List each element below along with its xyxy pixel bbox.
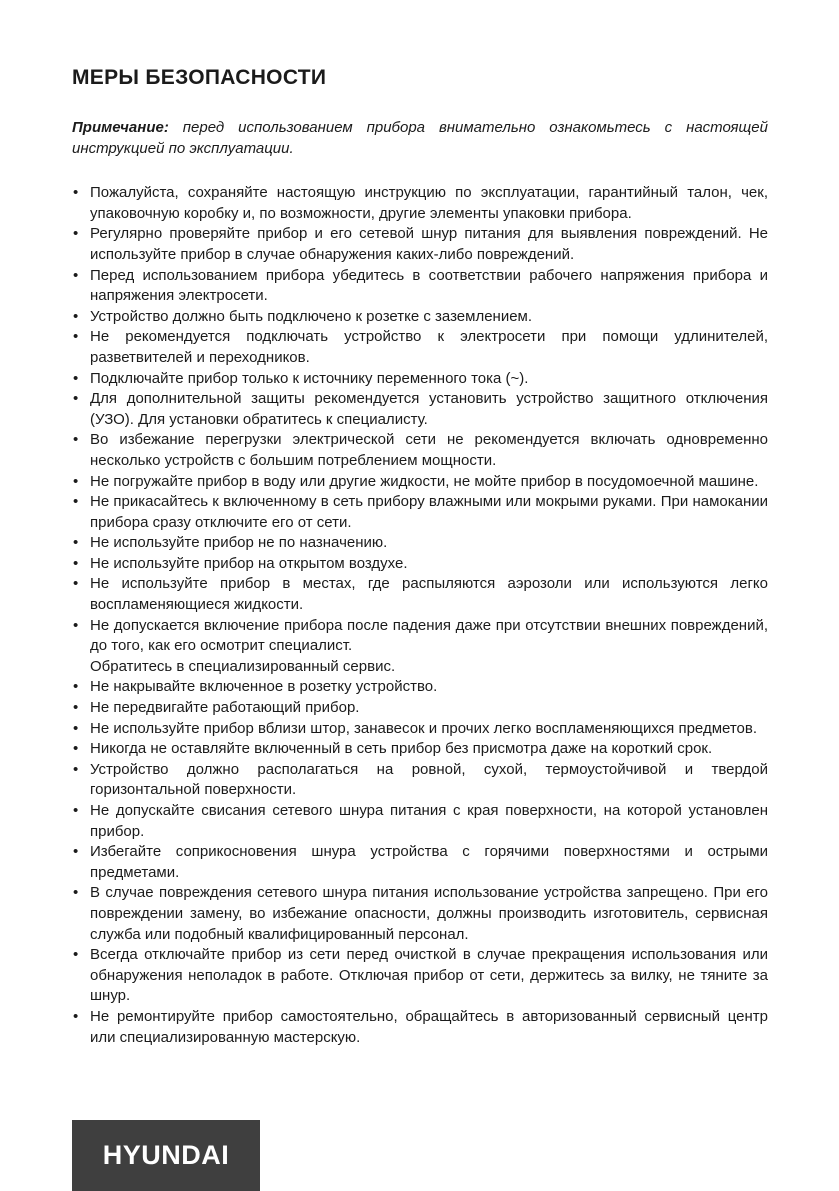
list-item (72, 801, 768, 842)
list-item (72, 266, 768, 307)
list-item (72, 883, 768, 945)
list-item-text: Перед использованием прибора убедитесь в соответствии рабочего напряжения прибора и напряжения электросети. (90, 266, 768, 305)
list-item (72, 327, 768, 368)
bullet-icon: • (73, 740, 79, 758)
brand-logo (72, 1120, 260, 1191)
bullet-icon: • (73, 616, 79, 634)
list-item (72, 1007, 768, 1048)
bullet-icon: • (73, 225, 79, 243)
list-item (72, 183, 768, 224)
list-item-text: Устройство должно быть подключено к розетке с заземлением. (90, 307, 533, 325)
list-item-text: Не погружайте прибор в воду или другие жидкости, не мойте прибор в посудомоечной машине. (90, 472, 759, 490)
list-item (72, 533, 768, 554)
list-item (72, 842, 768, 883)
list-item (72, 307, 768, 328)
bullet-icon: • (73, 328, 79, 346)
list-item (72, 739, 768, 760)
bullet-icon: • (73, 575, 79, 593)
brand-logo-text: HYUNDAI (102, 1140, 230, 1170)
list-item (72, 760, 768, 801)
list-item-text: Не прикасайтесь к включенному в сеть прибору влажными или мокрыми руками. При намокании прибора сразу отключите его от сети. (90, 493, 768, 531)
bullet-icon: • (73, 472, 79, 490)
list-item-text: Не используйте прибор не по назначению. (90, 534, 388, 552)
list-item (72, 224, 768, 265)
bullet-icon: • (73, 946, 79, 964)
document-page (72, 64, 768, 1048)
note-text: перед использованием прибора внимательно ознакомьтесь с настоящей инструкцией по эксплуатации. (72, 119, 768, 157)
bullet-icon: • (73, 678, 79, 696)
list-item-text: Не передвигайте работающий прибор. (90, 699, 360, 717)
bullet-icon: • (73, 493, 79, 511)
list-item-text: Никогда не оставляйте включенный в сеть прибор без присмотра даже на короткий срок. (90, 740, 713, 758)
list-item-text: Устройство должно располагаться на ровной, сухой, термоустойчивой и твердой горизонтальной поверхности. (90, 760, 768, 799)
list-item (72, 389, 768, 430)
list-item-text: Не рекомендуется подключать устройство к электросети при помощи удлинителей, разветвителей и переходников. (90, 328, 768, 366)
safety-list (72, 183, 768, 1048)
bullet-icon: • (73, 266, 79, 284)
list-item-text: Избегайте соприкосновения шнура устройства с горячими поверхностями и острыми предметами. (90, 843, 768, 881)
list-item-text: Не накрывайте включенное в розетку устройство. (90, 678, 438, 696)
list-item-text: В случае повреждения сетевого шнура питания использование устройства запрещено. При его повреждении замену, во избежание опасности, должны производить изготовитель, сервисная служба или подобный квалифицированный персонал. (90, 884, 768, 943)
list-item-text: Не допускайте свисания сетевого шнура питания с края поверхности, на которой установлен прибор. (90, 802, 768, 840)
bullet-icon: • (73, 884, 79, 902)
list-item-text: Пожалуйста, сохраняйте настоящую инструкцию по эксплуатации, гарантийный талон, чек, упаковочную коробку и, по возможности, другие элементы упаковки прибора. (90, 184, 768, 222)
list-item-text: Не используйте прибор вблизи штор, занавесок и прочих легко воспламеняющихся предметов. (90, 719, 758, 737)
list-item-text: Всегда отключайте прибор из сети перед очисткой в случае прекращения использования или обнаружения неполадок в работе. Отключая прибор от сети, держитесь за вилку, не тяните за шнур. (90, 946, 768, 1005)
list-item-extra-text: Обратитесь в специализированный сервис. (90, 657, 396, 675)
bullet-icon: • (73, 307, 79, 325)
bullet-icon: • (73, 699, 79, 717)
list-item (72, 492, 768, 533)
list-item-text: Не используйте прибор в местах, где распыляются аэрозоли или используются легко воспламеняющиеся жидкости. (90, 575, 768, 614)
list-item-text: Для дополнительной защиты рекомендуется установить устройство защитного отключения (УЗО). Для установки обратитесь к специалисту. (90, 390, 768, 428)
note-paragraph (72, 118, 768, 159)
list-item-text: Не допускается включение прибора после падения даже при отсутствии внешних повреждений, до того, как его осмотрит специалист. (90, 616, 768, 655)
list-item (72, 616, 768, 678)
list-item (72, 472, 768, 493)
section-title: МЕРЫ БЕЗОПАСНОСТИ (72, 66, 327, 89)
list-item (72, 698, 768, 719)
list-item-text: Во избежание перегрузки электрической сети не рекомендуется включать одновременно несколько устройств с большим потреблением мощности. (90, 431, 768, 469)
note-label: Примечание: (72, 119, 169, 136)
bullet-icon: • (73, 390, 79, 408)
list-item-text: Подключайте прибор только к источнику переменного тока (~). (90, 369, 529, 387)
bullet-icon: • (73, 719, 79, 737)
bullet-icon: • (73, 431, 79, 449)
bullet-icon: • (73, 554, 79, 572)
bullet-icon: • (73, 184, 79, 202)
list-item (72, 719, 768, 740)
list-item (72, 945, 768, 1007)
list-item (72, 554, 768, 575)
list-item-text: Не используйте прибор на открытом воздухе. (90, 554, 408, 572)
bullet-icon: • (73, 760, 79, 778)
bullet-icon: • (73, 843, 79, 861)
list-item-text: Регулярно проверяйте прибор и его сетевой шнур питания для выявления повреждений. Не используйте прибор в случае обнаружения каких-либо повреждений. (90, 225, 768, 263)
list-item-text: Не ремонтируйте прибор самостоятельно, обращайтесь в авторизованный сервисный центр или специализированную мастерскую. (90, 1007, 768, 1046)
bullet-icon: • (73, 802, 79, 819)
list-item (72, 677, 768, 698)
list-item (72, 369, 768, 390)
bullet-icon: • (73, 534, 79, 552)
list-item (72, 430, 768, 471)
list-item (72, 574, 768, 615)
bullet-icon: • (73, 369, 79, 387)
bullet-icon: • (73, 1007, 79, 1025)
